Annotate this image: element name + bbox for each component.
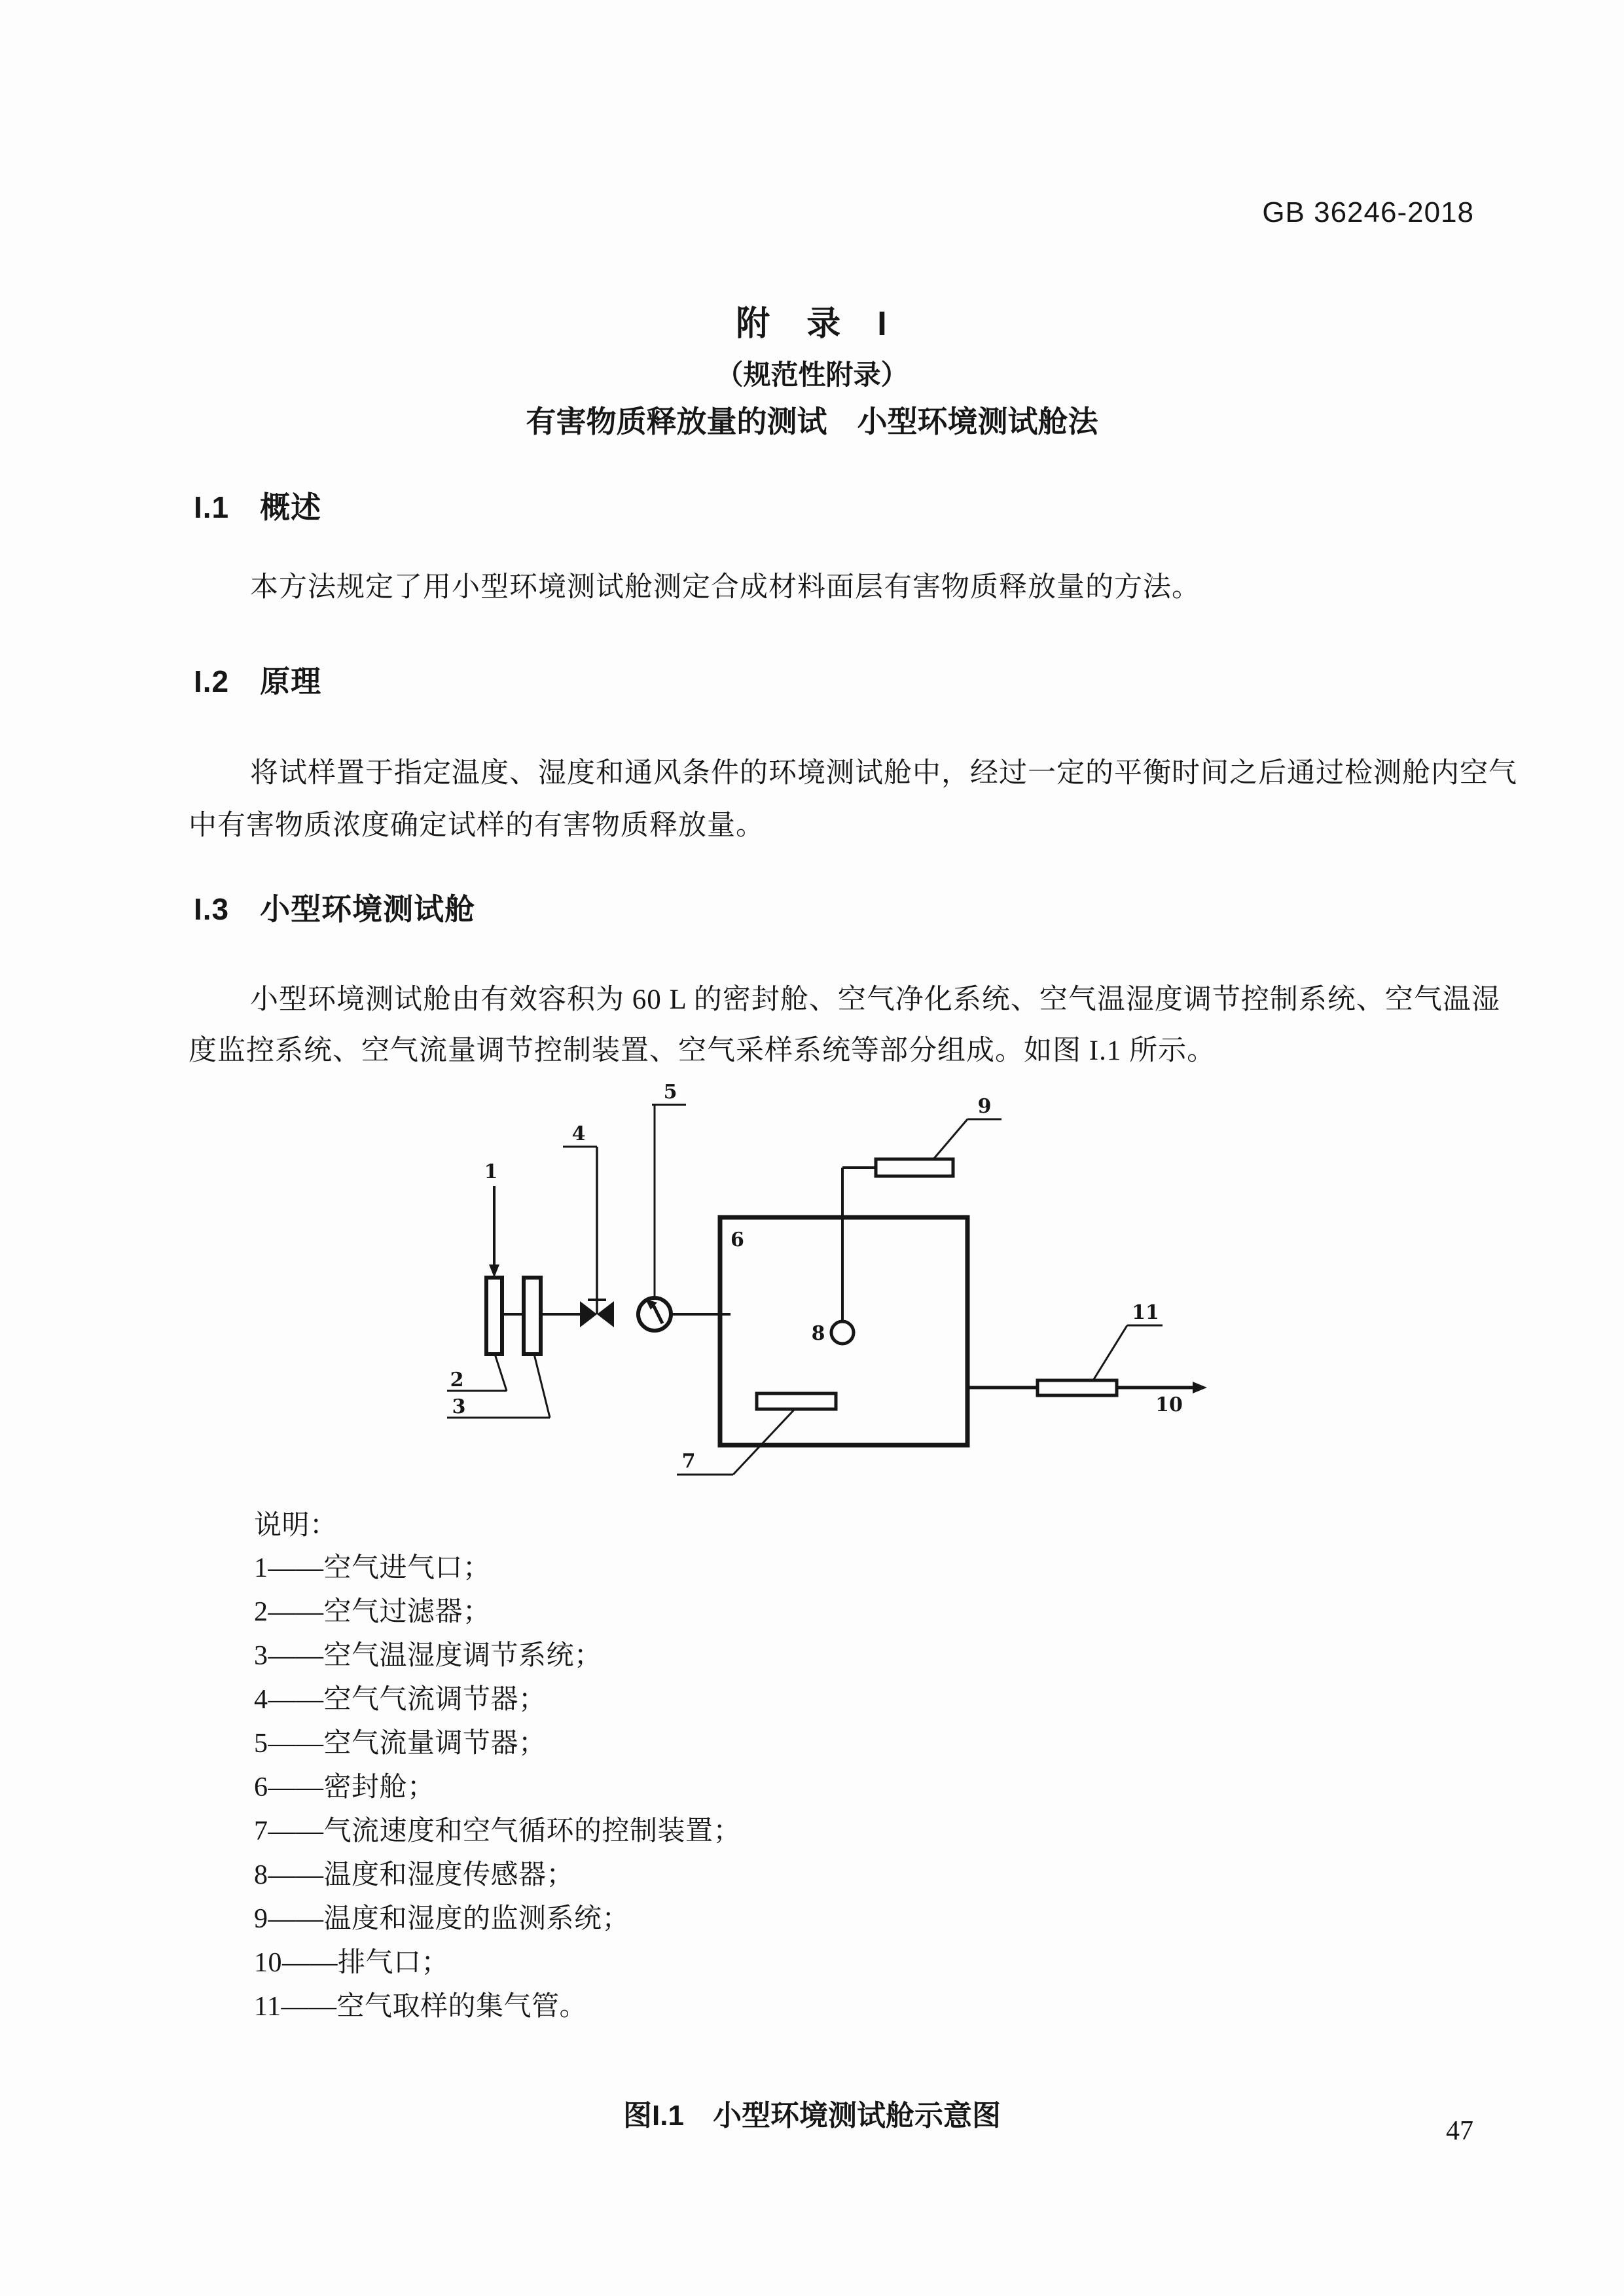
valve-symbol <box>580 1301 597 1327</box>
monitor-system-box <box>876 1159 953 1176</box>
leader-line-3 <box>534 1354 550 1418</box>
appendix-subject: 有害物质释放量的测试 小型环境测试舱法 <box>526 404 1098 439</box>
legend-item: 5——空气流量调节器； <box>254 1729 547 1759</box>
legend-item: 7——气流速度和空气循环的控制装置； <box>254 1816 742 1846</box>
figure-label-3: 3 <box>452 1395 466 1418</box>
figure-label-11: 11 <box>1132 1301 1159 1324</box>
figure-label-8: 8 <box>811 1322 825 1345</box>
sensor-symbol <box>831 1321 854 1344</box>
air-conditioning-symbol <box>524 1278 541 1354</box>
circulation-control-box <box>757 1393 836 1409</box>
legend-item: 6——密封舱； <box>254 1772 435 1803</box>
sampling-manifold-box <box>1038 1380 1117 1395</box>
appendix-title: 附 录 I <box>736 305 888 343</box>
figure-label-2: 2 <box>450 1369 464 1391</box>
paragraph-line: 本方法规定了用小型环境测试舱测定合成材料面层有害物质释放量的方法。 <box>250 572 1200 603</box>
air-filter-symbol <box>486 1278 502 1354</box>
legend-item: 8——温度和湿度传感器； <box>254 1860 575 1890</box>
legend-item: 10——排气口； <box>254 1948 450 1978</box>
leader-line-9 <box>933 1119 967 1159</box>
section-heading-i1: I.1 概述 <box>194 490 322 524</box>
exhaust-arrowhead <box>1193 1382 1207 1393</box>
figure-label-9: 9 <box>977 1095 992 1118</box>
page-number: 47 <box>1446 2116 1473 2146</box>
paragraph-line: 小型环境测试舱由有效容积为 60 L 的密封舱、空气净化系统、空气温湿度调节控制系统、空气温湿 <box>250 984 1500 1015</box>
legend-item: 2——空气过滤器； <box>254 1597 491 1627</box>
leader-line-11 <box>1093 1325 1127 1380</box>
legend-item: 9——温度和湿度的监测系统； <box>254 1904 630 1934</box>
paragraph-line: 中有害物质浓度确定试样的有害物质释放量。 <box>189 810 765 841</box>
paragraph-line: 将试样置于指定温度、湿度和通风条件的环境测试舱中，经过一定的平衡时间之后通过检测舱内空气 <box>250 758 1517 789</box>
paragraph-line: 度监控系统、空气流量调节控制装置、空气采样系统等部分组成。如图 I.1 所示。 <box>189 1035 1216 1066</box>
legend-item: 11——空气取样的集气管。 <box>254 1992 587 2022</box>
figure-label-4: 4 <box>571 1122 586 1145</box>
figure-label-10: 10 <box>1155 1393 1183 1416</box>
appendix-kind: （规范性附录） <box>715 359 909 390</box>
valve-symbol <box>597 1301 614 1327</box>
figure-label-6: 6 <box>731 1229 744 1251</box>
section-heading-i2: I.2 原理 <box>194 664 322 698</box>
legend-item: 1——空气进气口； <box>254 1553 491 1583</box>
figure-label-1: 1 <box>484 1160 498 1183</box>
legend-title: 说明： <box>254 1511 338 1541</box>
section-heading-i3: I.3 小型环境测试舱 <box>194 892 476 926</box>
legend-item: 4——空气气流调节器； <box>254 1685 547 1715</box>
leader-line-2 <box>495 1354 507 1391</box>
figure-caption: 图I.1 小型环境测试舱示意图 <box>623 2100 1001 2132</box>
leader-line-7 <box>733 1409 795 1475</box>
figure-label-7: 7 <box>681 1450 696 1473</box>
test-chamber-schematic <box>393 1073 1309 1532</box>
standard-number-header: GB 36246-2018 <box>1262 196 1474 228</box>
figure-label-5: 5 <box>663 1081 677 1103</box>
legend-item: 3——空气温湿度调节系统； <box>254 1641 602 1671</box>
